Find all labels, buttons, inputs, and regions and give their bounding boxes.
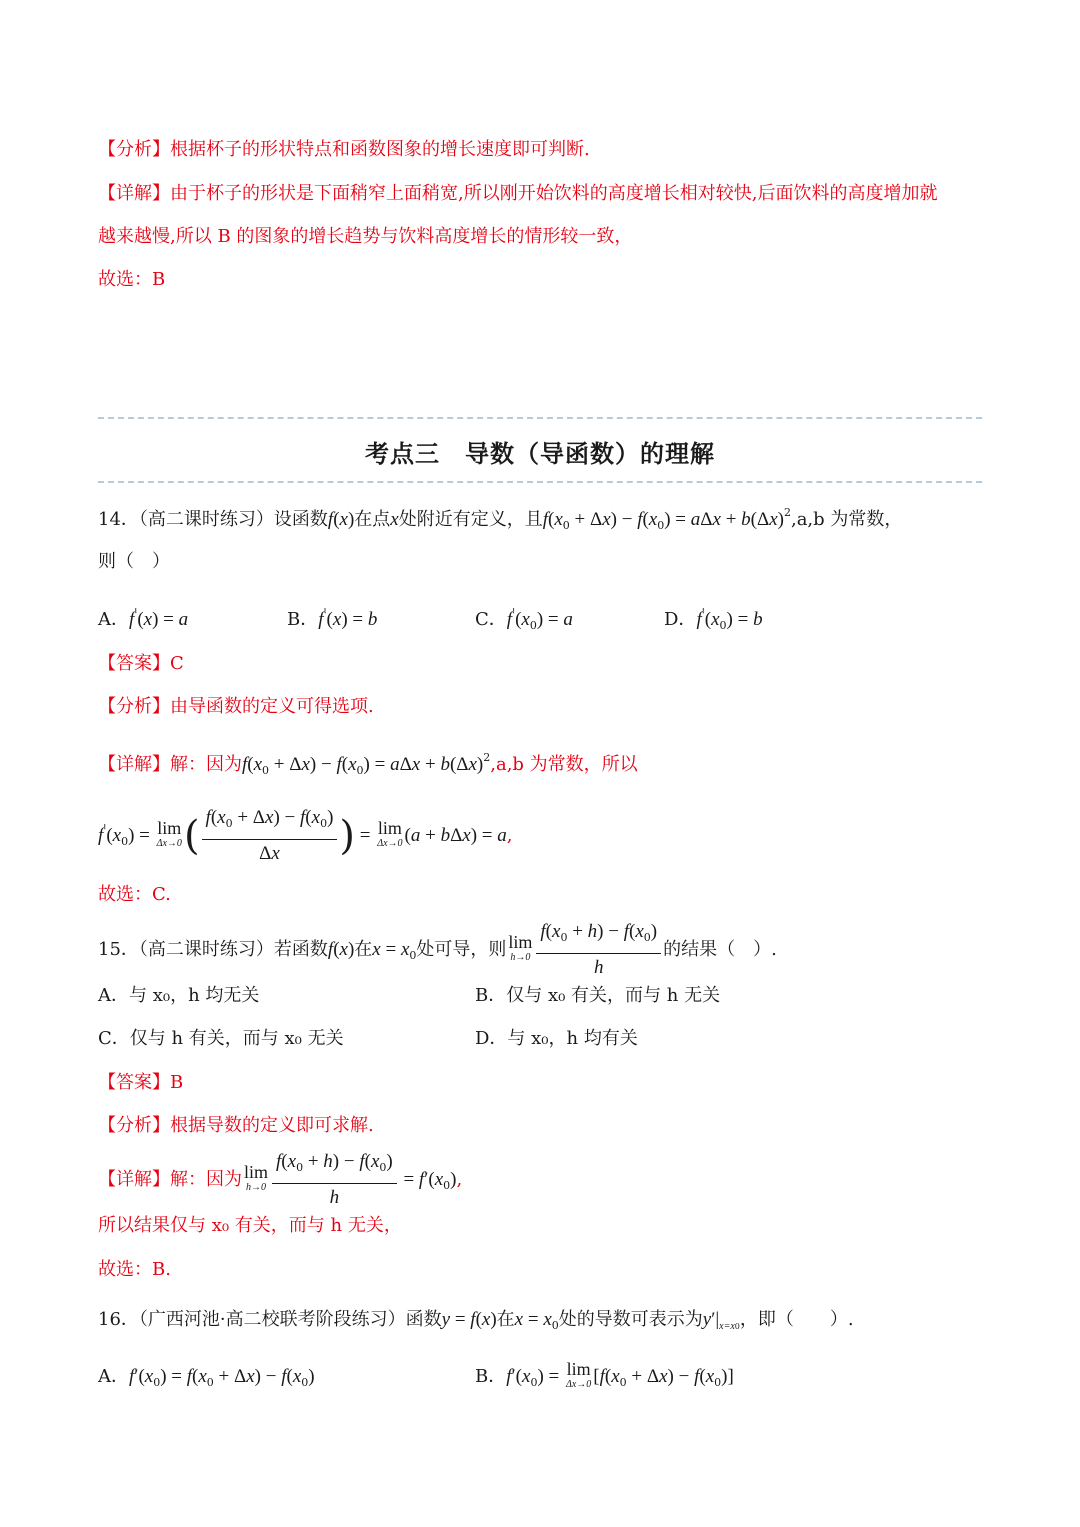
q14-answer-tag: 【答案】 <box>98 653 170 674</box>
top-detail-text-2: 越来越慢,所以 B 的图象的增长趋势与饮料高度增长的情形较一致， <box>98 226 633 247</box>
q15-text-d: 的结果（ ）. <box>663 939 777 960</box>
top-detail-line-2 <box>98 224 984 250</box>
q16-text-a: 函数 <box>405 1309 442 1330</box>
q14-option-c[interactable]: C．$f'(x_0) = a$ <box>475 606 573 632</box>
top-analysis-line <box>98 137 984 163</box>
q14-text-d: ,a,b 为常数， <box>790 509 903 530</box>
q14-text-e: 则（ ） <box>98 551 170 572</box>
q15-analysis-text: 根据导数的定义即可求解. <box>170 1115 374 1136</box>
q14-derivation: $f'(x_0)$ = lim Δx→0 ( $\frac{f(x_0 + \Delta x) - f(x_0)}{\Delta x}$ ) = lim Δx→0 (a + bΔx) = a, <box>98 807 513 864</box>
section-title: 考点三 导数（导函数）的理解 <box>365 440 715 468</box>
q14-text-c: 处附近有定义，且 <box>398 509 543 530</box>
q16-text-b: 在 <box>496 1309 515 1330</box>
q14-formula-fx: f <box>327 509 334 530</box>
q16-text-d: ，即（ ）. <box>739 1309 854 1330</box>
q15-analysis-line <box>98 1113 984 1139</box>
q15-detail-tag: 【详解】 <box>98 1169 170 1190</box>
top-choice: 故选：B <box>98 269 166 290</box>
q15-stem-line: 15．（高二课时练习）若函数f(x)在$x = x_0$处可导，则 lim h→0 $\frac{f(x_0 + h) - f(x_0)}{h}$ 的结果（ ）. <box>98 921 777 978</box>
q16-source: （广西河池·高二校联考阶段练习） <box>138 1309 406 1330</box>
q14-answer-line <box>98 651 984 677</box>
q15-option-d[interactable]: D．与 x₀，h 均有关 <box>475 1028 638 1049</box>
top-analysis-text: 根据杯子的形状特点和函数图象的增长速度即可判断. <box>170 139 590 160</box>
q15-option-b[interactable]: B．仅与 x₀ 有关，而与 h 无关 <box>475 985 721 1006</box>
q14-stem-line-1: 14．（高二课时练习）设函数f(x)在点x处附近有定义，且$f(x_0 + \Delta x) - f(x_0) = a\Delta x + b(\Delta x)^2,a,b$ 为常数， <box>98 506 903 532</box>
q14-detail-tag: 【详解】 <box>98 754 170 775</box>
q14-answer: C <box>170 653 184 674</box>
q15-choice-line <box>98 1257 984 1283</box>
q15-detail-prefix: 解：因为 <box>170 1169 242 1190</box>
q14-stem-line-2 <box>98 549 984 575</box>
q15-detail-line: 【详解】解：因为 lim h→0 $\frac{f(x_0 + h) - f(x_0)}{h}$ = $f'(x_0)$, <box>98 1151 463 1208</box>
q14-detail-line: 【详解】解：因为$f(x_0 + \Delta x) - f(x_0) = a\Delta x + b(\Delta x)^2,a,b$ 为常数，所以 <box>98 751 638 777</box>
top-analysis-tag: 【分析】 <box>98 139 170 160</box>
q16-option-a[interactable]: A．$f'(x_0) = f(x_0 + \Delta x) - f(x_0)$ <box>98 1366 315 1389</box>
q14-option-b[interactable]: B．f'(x) = b <box>287 606 378 630</box>
section-divider-bottom <box>98 481 982 483</box>
top-choice-line <box>98 267 984 293</box>
q14-formula-x: x <box>390 509 399 530</box>
q16-text-c: 处的导数可表示为 <box>558 1309 703 1330</box>
q14-analysis-line <box>98 694 984 720</box>
q14-formula-increment: f <box>542 509 548 530</box>
top-detail-text-1: 由于杯子的形状是下面稍窄上面稍宽,所以刚开始饮料的高度增长相对较快,后面饮料的高度增加就 <box>170 183 938 204</box>
q16-stem-line: 16．（广西河池·高二校联考阶段练习）函数y = f(x)在$x = x_0$处的导数可表示为$y'|_{x=x0}$，即（ ）. <box>98 1309 854 1332</box>
q15-option-a[interactable]: A．与 x₀，h 均无关 <box>98 985 260 1006</box>
q16-option-b[interactable]: B．$f'(x_0)$ = lim Δx→0 $[f(x_0 + \Delta x) - f(x_0)]$ <box>475 1359 734 1390</box>
q15-text-c: 处可导，则 <box>416 939 507 960</box>
section-divider-top <box>98 417 982 419</box>
q15-choice: 故选：B. <box>98 1259 171 1280</box>
q15-answer: B <box>170 1072 184 1093</box>
q14-choice-line <box>98 882 984 908</box>
q15-option-c[interactable]: C．仅与 h 有关，而与 x₀ 无关 <box>98 1028 344 1049</box>
top-detail-tag: 【详解】 <box>98 183 170 204</box>
q14-detail-prefix: 解：因为 <box>170 754 242 775</box>
q15-answer-line <box>98 1070 984 1096</box>
q14-number: 14． <box>98 509 139 530</box>
q14-text-b: 在点 <box>354 509 391 530</box>
q15-text-b: 在 <box>354 939 373 960</box>
q14-text-a: 设函数 <box>273 509 328 530</box>
q15-number: 15． <box>98 939 139 960</box>
q14-option-d[interactable]: D．$f'(x_0) = b$ <box>664 606 763 632</box>
q15-answer-tag: 【答案】 <box>98 1072 170 1093</box>
q14-source: （高二课时练习） <box>138 509 274 530</box>
q14-choice: 故选：C. <box>98 884 171 905</box>
q16-number: 16． <box>98 1309 139 1330</box>
q15-source: （高二课时练习） <box>138 939 274 960</box>
q14-option-a[interactable]: A．f'(x) = a <box>98 606 189 630</box>
q14-analysis-tag: 【分析】 <box>98 696 170 717</box>
q15-detail-line-2: 所以结果仅与 x₀ 有关，而与 h 无关， <box>98 1215 402 1236</box>
q14-detail-suffix: ,a,b 为常数，所以 <box>490 754 638 775</box>
top-detail-line-1 <box>98 181 984 207</box>
q15-analysis-tag: 【分析】 <box>98 1115 170 1136</box>
q15-text-a: 若函数 <box>273 939 328 960</box>
q14-analysis-text: 由导函数的定义可得选项. <box>170 696 374 717</box>
